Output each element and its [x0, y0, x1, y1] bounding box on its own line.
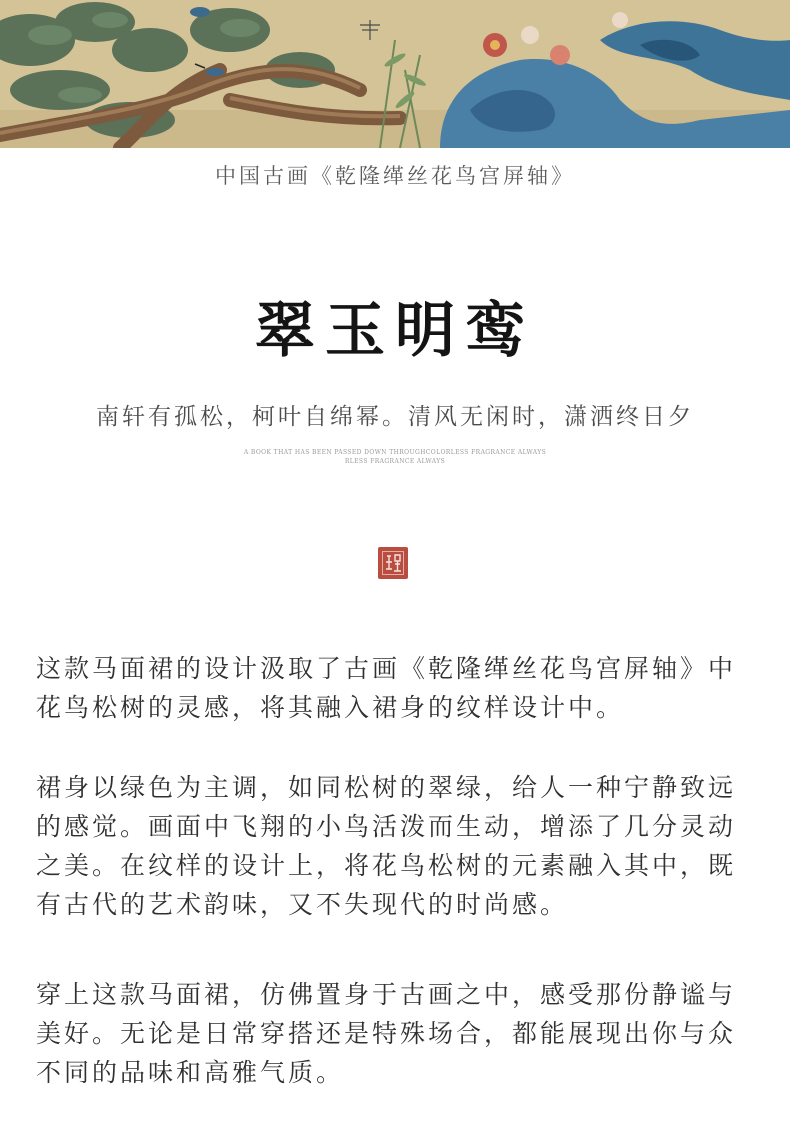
- painting-banner-icon: [0, 0, 790, 148]
- painting-caption: 中国古画《乾隆缂丝花鸟宫屏轴》: [215, 164, 575, 188]
- english-subtitle-line-2: RLESS FRAGRANCE ALWAYS: [344, 458, 446, 465]
- paragraph-2: 裙身以绿色为主调，如同松树的翠绿，给人一种宁静致远的感觉。画面中飞翔的小鸟活泼而生动，增添了几分灵动之美。在纹样的设计上，将花鸟松树的元素融入其中，既有古代的艺术韵味，又不失现代的时尚感。: [36, 773, 737, 919]
- paragraph-3: 穿上这款马面裙，仿佛置身于古画之中，感受那份静谧与美好。无论是日常穿搭还是特殊场合，都能展现出你与众不同的品味和高雅气质。: [36, 980, 737, 1087]
- seal-glyph: [378, 547, 408, 579]
- painting-banner: [0, 0, 790, 148]
- page-title: 翠玉明鸾: [255, 296, 535, 366]
- seal-stamp-icon: [378, 547, 408, 579]
- poem-line: 南轩有孤松，柯叶自绵幂。清风无闲时，潇洒终日夕: [96, 404, 694, 430]
- english-subtitle-line-1: A BOOK THAT HAS BEEN PASSED DOWN THROUGHCOLORLESS FRAGRANCE ALWAYS: [243, 449, 547, 456]
- english-subtitle: [0, 448, 790, 466]
- paragraph-1: 这款马面裙的设计汲取了古画《乾隆缂丝花鸟宫屏轴》中花鸟松树的灵感，将其融入裙身的纹样设计中。: [36, 654, 737, 722]
